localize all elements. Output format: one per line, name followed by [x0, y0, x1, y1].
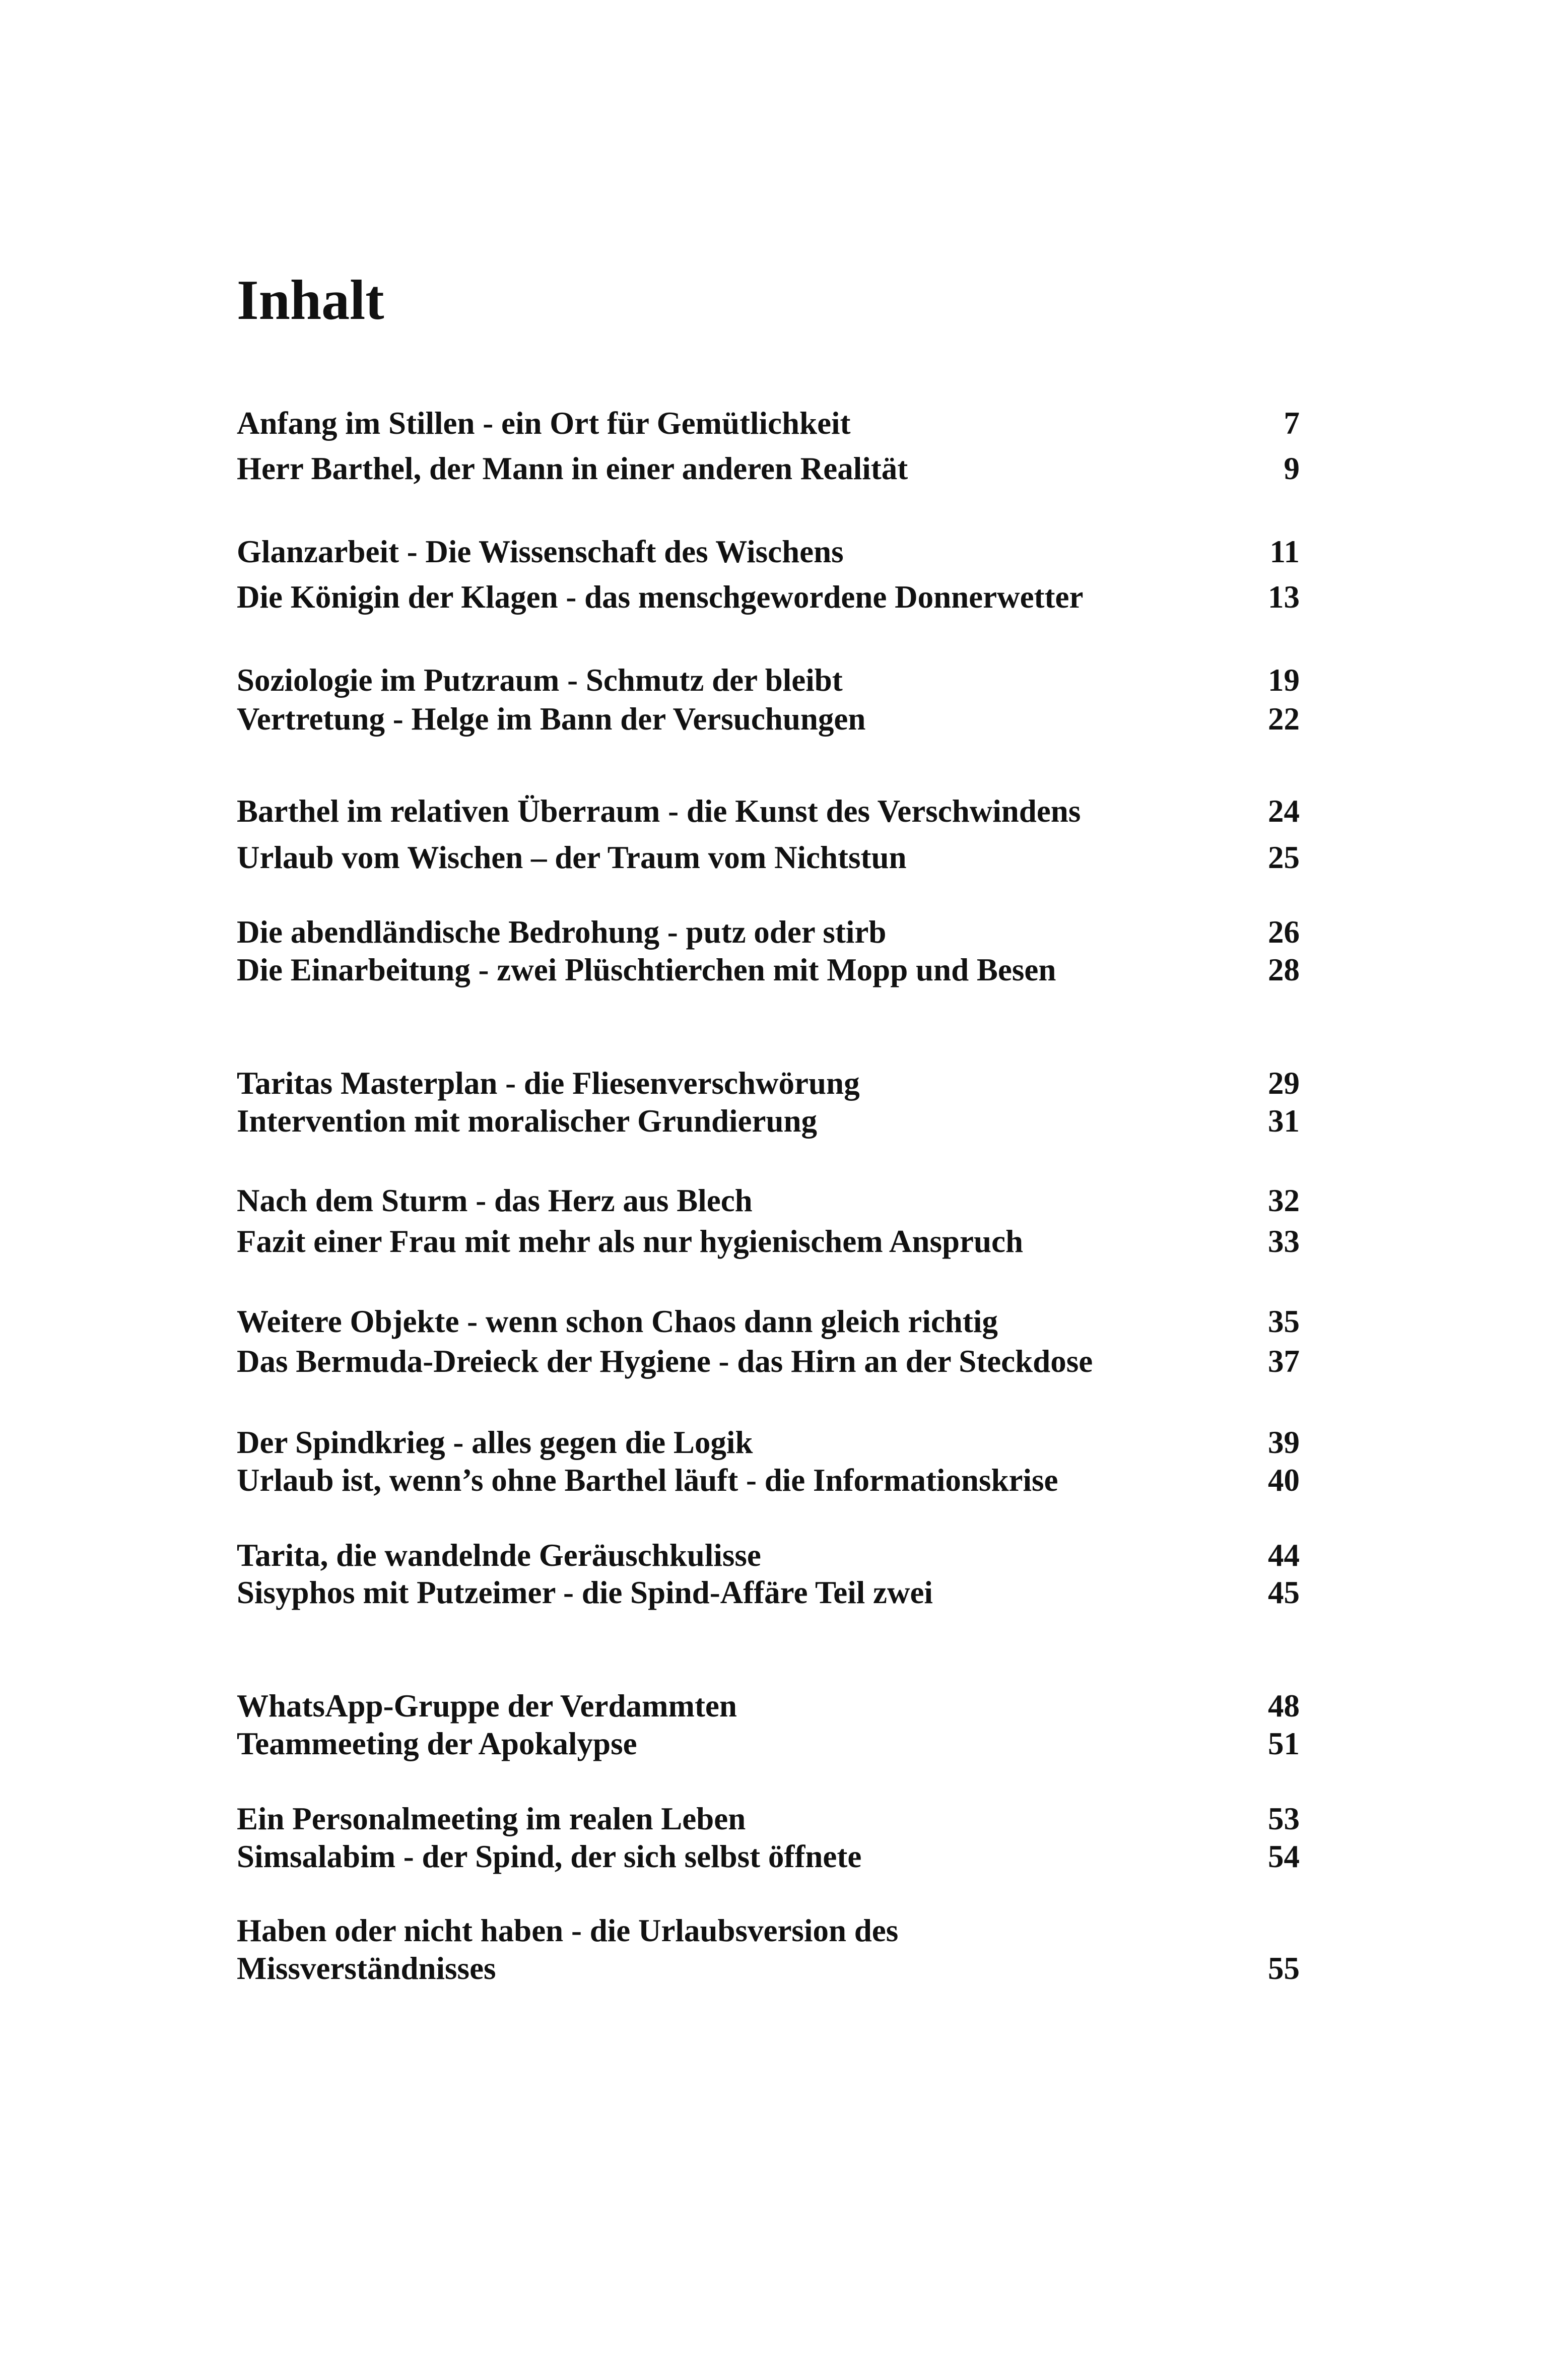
toc-entry [237, 1303, 1300, 1341]
toc-entry-title: Barthel im relativen Überraum - die Kunst des Verschwindens [237, 794, 1081, 829]
toc-entry-title: Herr Barthel, der Mann in einer anderen Realität [237, 451, 908, 486]
toc-entry-title: Tarita, die wandelnde Geräuschkulisse [237, 1538, 761, 1573]
toc-entry-title: Anfang im Stillen - ein Ort für Gemütlichkeit [237, 406, 851, 441]
toc-entry [237, 1223, 1300, 1261]
toc-entry [237, 450, 1300, 488]
toc-entry-page: 53 [1268, 1801, 1300, 1836]
toc-entry-title: Fazit einer Frau mit mehr als nur hygienischem Anspruch [237, 1224, 1024, 1259]
toc-entry-title: Weitere Objekte - wenn schon Chaos dann gleich richtig [237, 1304, 998, 1339]
toc-entry-page: 55 [1268, 1951, 1300, 1986]
toc-entry-page: 25 [1268, 840, 1300, 875]
toc-entry [237, 1462, 1300, 1499]
toc-entry-page: 28 [1268, 952, 1300, 987]
toc-entry [237, 951, 1300, 989]
toc-entry [237, 1065, 1300, 1102]
toc-entry [237, 1838, 1300, 1876]
toc-entry-page: 45 [1268, 1575, 1300, 1610]
toc-entry-title: Urlaub ist, wenn’s ohne Barthel läuft - die Informationskrise [237, 1463, 1058, 1498]
toc-entry-page: 9 [1284, 451, 1300, 486]
toc-entry-title: Taritas Masterplan - die Fliesenverschwörung [237, 1066, 860, 1101]
toc-entry-title: Intervention mit moralischer Grundierung [237, 1103, 818, 1139]
toc-entry-title: Die Einarbeitung - zwei Plüschtierchen mit Mopp und Besen [237, 952, 1056, 987]
toc-entry-title: Nach dem Sturm - das Herz aus Blech [237, 1183, 753, 1218]
toc-entry-page: 26 [1268, 914, 1300, 950]
toc-entry-page: 33 [1268, 1224, 1300, 1259]
toc-entry [237, 913, 1300, 951]
toc-entry [237, 1687, 1300, 1725]
toc-entry [237, 839, 1300, 877]
toc-entry-title: Haben oder nicht haben - die Urlaubsversion des Missverständnisses [237, 1913, 899, 1986]
toc-entry-page: 24 [1268, 794, 1300, 829]
toc-entry-page: 7 [1284, 406, 1300, 441]
toc-entry-page: 51 [1268, 1726, 1300, 1761]
toc-entry-page: 22 [1268, 701, 1300, 737]
toc-entry-page: 37 [1268, 1344, 1300, 1379]
toc-entry-page: 32 [1268, 1183, 1300, 1218]
toc-entry [237, 1343, 1300, 1380]
toc-entry-title: Das Bermuda-Dreieck der Hygiene - das Hirn an der Steckdose [237, 1344, 1093, 1379]
toc-entry-page: 35 [1268, 1304, 1300, 1339]
toc-entry-page: 48 [1268, 1688, 1300, 1724]
toc-entry [237, 662, 1300, 699]
page-title: Inhalt [237, 269, 384, 332]
toc-entry-title: Die Königin der Klagen - das menschgewordene Donnerwetter [237, 579, 1084, 615]
toc-entry-page: 11 [1269, 534, 1300, 569]
toc-entry-title: Glanzarbeit - Die Wissenschaft des Wischens [237, 534, 844, 569]
toc-entry-title: Vertretung - Helge im Bann der Versuchungen [237, 701, 866, 737]
toc-entry-title: Der Spindkrieg - alles gegen die Logik [237, 1425, 753, 1460]
toc-entry-title: Soziologie im Putzraum - Schmutz der bleibt [237, 663, 843, 698]
toc-entry-page: 54 [1268, 1839, 1300, 1874]
toc-entry [237, 1912, 1300, 1988]
toc-entry [237, 1537, 1300, 1574]
toc-entry [237, 1102, 1300, 1140]
toc-entry [237, 1725, 1300, 1763]
toc-entry-title: Simsalabim - der Spind, der sich selbst öffnete [237, 1839, 862, 1874]
toc-entry [237, 700, 1300, 738]
toc-entry-page: 13 [1268, 579, 1300, 615]
toc-entry-title: Die abendländische Bedrohung - putz oder stirb [237, 914, 887, 950]
toc-entry-title: Teammeeting der Apokalypse [237, 1726, 637, 1761]
toc-entry [237, 1574, 1300, 1612]
toc-entry-page: 31 [1268, 1103, 1300, 1139]
toc-entry [237, 1424, 1300, 1462]
toc-entry-title: WhatsApp-Gruppe der Verdammten [237, 1688, 737, 1724]
toc-entry [237, 1182, 1300, 1220]
toc-entry [237, 405, 1300, 442]
toc-entry-page: 29 [1268, 1066, 1300, 1101]
toc-entry [237, 578, 1300, 616]
toc-entry-title: Urlaub vom Wischen – der Traum vom Nichtstun [237, 840, 907, 875]
table-of-contents [237, 0, 1300, 2380]
toc-entry-page: 40 [1268, 1463, 1300, 1498]
toc-entry-page: 44 [1268, 1538, 1300, 1573]
toc-entry-title: Ein Personalmeeting im realen Leben [237, 1801, 746, 1836]
toc-entry-title: Sisyphos mit Putzeimer - die Spind-Affäre Teil zwei [237, 1575, 933, 1610]
toc-entry [237, 792, 1300, 830]
toc-entry [237, 533, 1300, 571]
toc-entry [237, 1800, 1300, 1838]
toc-entry-page: 19 [1268, 663, 1300, 698]
toc-entry-page: 39 [1268, 1425, 1300, 1460]
